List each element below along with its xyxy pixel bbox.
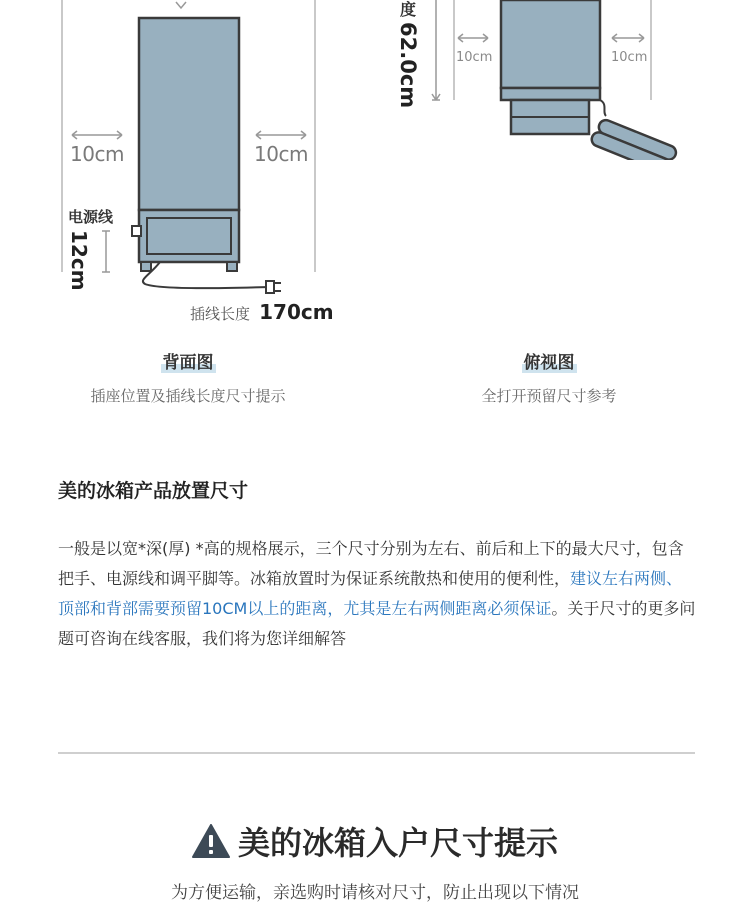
back-right-gap-label: 10cm bbox=[254, 142, 308, 166]
cord-height-label: 12cm bbox=[67, 230, 91, 291]
plug-length-caption bbox=[190, 300, 334, 324]
delivery-notice-title bbox=[0, 818, 750, 866]
depth-label: 度 bbox=[400, 0, 417, 19]
top-view-title: 俯视图 bbox=[523, 353, 575, 373]
placement-highlight-text: 建议左右两侧、顶部和背部需要预留10CM以上的距离，尤其是左右两侧距离必须保证 bbox=[58, 569, 683, 618]
delivery-notice-title-text: 美的冰箱入户尺寸提示 bbox=[237, 824, 558, 862]
placement-text-part-2: 。关于尺寸的更多问题可咨询在线客服，我们将为您详细解答 bbox=[58, 599, 696, 648]
warning-icon bbox=[192, 824, 230, 866]
section-divider bbox=[58, 752, 695, 754]
plug-length-value: 170cm bbox=[259, 300, 334, 324]
placement-text-part-1: 一般是以宽*深(厚) *高的规格展示，三个尺寸分别为左右、前后和上下的最大尺寸，包含把手、电源线和调平脚等。冰箱放置时为保证系统散热和使用的便利性， bbox=[58, 539, 684, 588]
placement-body-text bbox=[58, 534, 698, 654]
top-left-gap-label: 10cm bbox=[456, 50, 493, 65]
top-right-gap-label: 10cm bbox=[611, 50, 648, 65]
depth-value: 62.0cm bbox=[396, 22, 420, 109]
delivery-notice-subtitle: 为方便运输，亲选购时请核对尺寸，防止出现以下情况 bbox=[171, 883, 579, 903]
back-view-title: 背面图 bbox=[162, 353, 214, 373]
power-cord-label: 电源线 bbox=[68, 208, 114, 226]
plug-length-label: 插线长度 bbox=[190, 305, 251, 323]
top-view-fridge-drawing bbox=[380, 0, 700, 160]
back-view-subtitle: 插座位置及插线长度尺寸提示 bbox=[90, 387, 286, 405]
back-left-gap-label: 10cm bbox=[70, 142, 124, 166]
placement-section-title: 美的冰箱产品放置尺寸 bbox=[58, 480, 249, 502]
top-view-subtitle: 全打开预留尺寸参考 bbox=[481, 387, 617, 405]
